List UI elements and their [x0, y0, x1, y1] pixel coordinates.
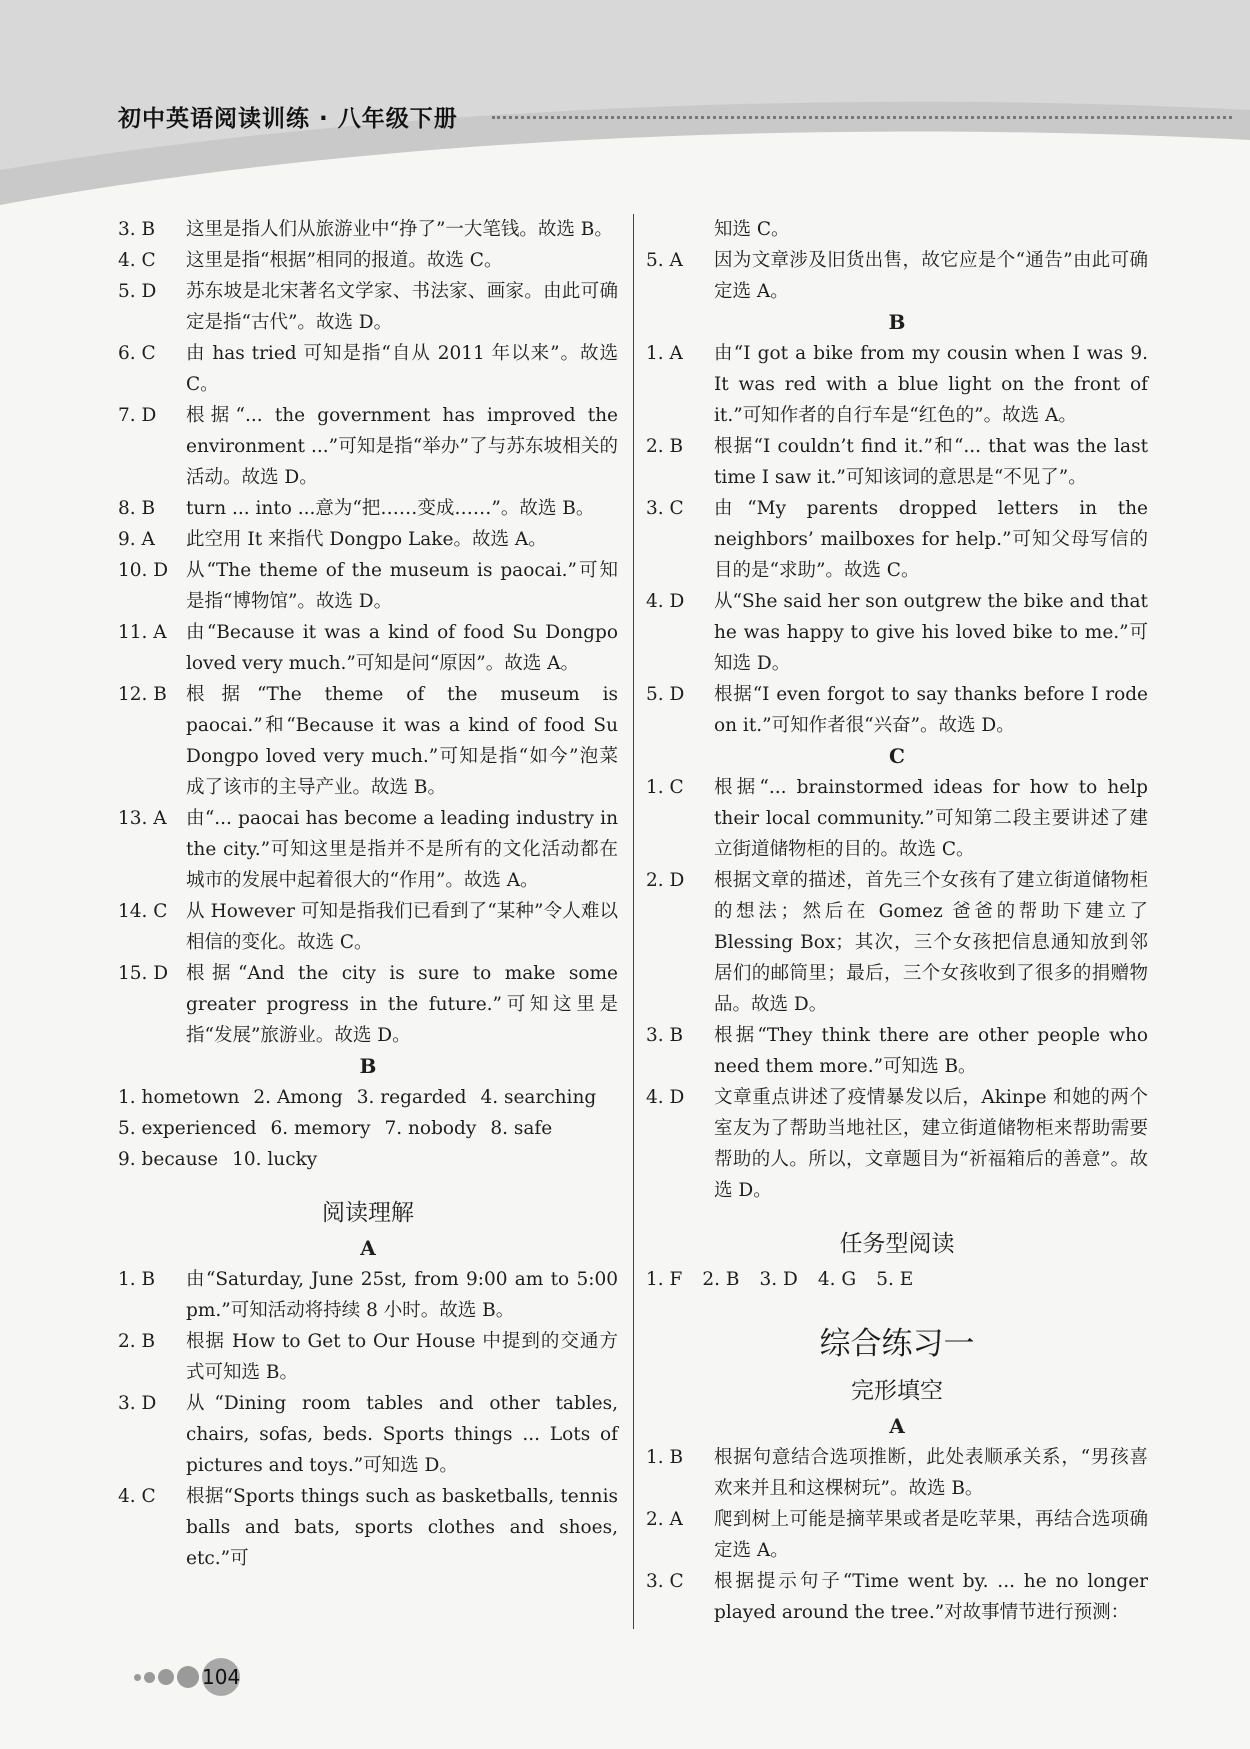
answer-explanation: 爬到树上可能是摘苹果或者是吃苹果，再结合选项确定选 A。 — [714, 1509, 1148, 1561]
answer-item — [118, 214, 618, 245]
answer-item — [118, 1264, 618, 1326]
answer-item — [118, 679, 618, 803]
answer-item — [118, 338, 618, 400]
reading-c-answer-list — [646, 772, 1148, 1206]
answer-explanation: 根据“The theme of the museum is paocai.”和“Because it was a kind of food Su Dongpo loved very much.”可知是指“如今”泡菜成了该市的主导产业。故选 B。 — [186, 684, 618, 798]
footer-dot — [134, 1674, 141, 1681]
answer-item — [646, 431, 1148, 493]
answer-number: 3. D — [118, 1393, 157, 1414]
task-answer: 4. G — [817, 1269, 857, 1290]
continued-text: 知选 C。 — [714, 219, 790, 240]
word-answer: 3. regarded — [356, 1087, 467, 1108]
page-number: 104 — [202, 1658, 240, 1696]
answer-explanation: turn ... into ...意为“把……变成……”。故选 B。 — [186, 498, 595, 519]
answer-number: 1. A — [646, 343, 683, 364]
answer-explanation: 根据“I couldn’t find it.”和“... that was the last time I saw it.”可知该词的意思是“不见了”。 — [714, 436, 1148, 488]
answer-explanation: 根据提示句子“Time went by. ... he no longer played around the tree.”对故事情节进行预测： — [714, 1571, 1148, 1623]
answer-explanation: 根据句意结合选项推断，此处表顺承关系，“男孩喜欢来并且和这棵树玩”。故选 B。 — [714, 1447, 1148, 1499]
answer-item — [646, 338, 1148, 431]
answer-number: 5. D — [118, 281, 157, 302]
left-column — [118, 214, 618, 1574]
answer-explanation: 由“My parents dropped letters in the neighbors’ mailboxes for help.”可知父母写信的目的是“求助”。故选 C。 — [714, 498, 1148, 581]
task-reading-answers — [646, 1264, 1148, 1295]
reading-sub-a: A — [360, 1236, 376, 1260]
word-answer: 10. lucky — [232, 1149, 318, 1170]
answer-explanation: 文章重点讲述了疫情暴发以后，Akinpe 和她的两个室友为了帮助当地社区，建立街道储物柜来帮助需要帮助的人。所以，文章题目为“祈福箱后的善意”。故选 D。 — [714, 1087, 1148, 1201]
answer-item — [118, 1326, 618, 1388]
reading-a-answer-list — [118, 1264, 618, 1574]
right-column — [646, 214, 1148, 1628]
answer-explanation: 由“Because it was a kind of food Su Dongpo loved very much.”可知是问“原因”。故选 A。 — [186, 622, 618, 674]
answer-number: 13. A — [118, 808, 167, 829]
footer-dot — [177, 1666, 199, 1688]
answer-explanation: 由“I got a bike from my cousin when I was 9. It was red with a blue light on the front of it.”可知作者的自行车是“红色的”。故选 A。 — [714, 343, 1148, 426]
answer-item — [118, 400, 618, 493]
answer-item — [646, 1504, 1148, 1566]
answer-number: 3. C — [646, 1571, 684, 1592]
answer-number: 4. D — [646, 591, 685, 612]
answer-item — [646, 865, 1148, 1020]
answer-explanation: 因为文章涉及旧货出售，故它应是个“通告”由此可确定选 A。 — [714, 250, 1148, 302]
answer-number: 4. D — [646, 1087, 685, 1108]
word-answer: 4. searching — [480, 1087, 597, 1108]
word-answer: 8. safe — [490, 1118, 553, 1139]
word-fill-answers — [118, 1082, 618, 1175]
answer-number: 4. C — [118, 1486, 156, 1507]
answer-explanation: 根据“And the city is sure to make some greater progress in the future.”可知这里是指“发展”旅游业。故选 D。 — [186, 963, 618, 1046]
cloze-answer-list — [118, 214, 618, 1051]
answer-item — [118, 1481, 618, 1574]
answer-explanation: 从“She said her son outgrew the bike and that he was happy to give his loved bike to me.”可知选 D。 — [714, 591, 1148, 674]
answer-item — [118, 524, 618, 555]
cloze-heading: 完形填空 — [851, 1378, 943, 1404]
answer-number: 2. A — [646, 1509, 683, 1530]
answer-number: 1. B — [646, 1447, 684, 1468]
answer-item — [646, 772, 1148, 865]
answer-item — [118, 803, 618, 896]
answer-number: 12. B — [118, 684, 167, 705]
answer-number: 6. C — [118, 343, 156, 364]
cloze-sub-a: A — [889, 1414, 905, 1438]
answer-item — [118, 617, 618, 679]
exercise-heading: 综合练习一 — [819, 1326, 975, 1362]
reading-heading: 阅读理解 — [322, 1200, 414, 1226]
answer-explanation: 根据文章的描述，首先三个女孩有了建立街道储物柜的想法；然后在 Gomez 爸爸的帮助下建立了 Blessing Box；其次，三个女孩把信息通知放到邻居们的邮筒里；最后，三个女孩收到了很多的捐赠物品。故选 D。 — [714, 870, 1148, 1015]
answer-number: 15. D — [118, 963, 169, 984]
answer-explanation: 根据“They think there are other people who need them more.”可知选 B。 — [714, 1025, 1148, 1077]
answer-explanation: 根据“Sports things such as basketballs, tennis balls and bats, sports clothes and shoes, etc.”可 — [186, 1486, 618, 1569]
answer-item — [646, 679, 1148, 741]
word-answer: 5. experienced — [118, 1118, 257, 1139]
answer-explanation: 从 However 可知是指我们已看到了“某种”令人难以相信的变化。故选 C。 — [186, 901, 618, 953]
answer-number: 5. D — [646, 684, 685, 705]
answer-number: 4. C — [118, 250, 156, 271]
answer-explanation: 从“The theme of the museum is paocai.”可知是指“博物馆”。故选 D。 — [186, 560, 618, 612]
task-answer: 2. B — [702, 1269, 740, 1290]
word-row — [118, 1144, 618, 1175]
answer-number: 1. C — [646, 777, 684, 798]
word-answer: 7. nobody — [384, 1118, 477, 1139]
answer-number: 8. B — [118, 498, 156, 519]
word-row — [118, 1113, 618, 1144]
section-b-heading: B — [359, 1054, 377, 1078]
answer-item — [646, 1020, 1148, 1082]
column-divider — [633, 214, 634, 1629]
answer-item — [646, 1082, 1148, 1206]
answer-explanation: 这里是指“根据”相同的报道。故选 C。 — [186, 250, 503, 271]
answer-item — [646, 1566, 1148, 1628]
task-answer: 5. E — [876, 1269, 914, 1290]
answer-explanation: 由“Saturday, June 25st, from 9:00 am to 5:00 pm.”可知活动将持续 8 小时。故选 B。 — [186, 1269, 618, 1321]
answer-item — [118, 493, 618, 524]
answer-number: 14. C — [118, 901, 168, 922]
header-dotted-rule — [492, 116, 1232, 119]
answer-explanation: 从“Dining room tables and other tables, chairs, sofas, beds. Sports things ... Lots of pictures and toys.”可知选 D。 — [186, 1393, 618, 1476]
task-answer: 1. F — [646, 1269, 683, 1290]
answer-explanation: 苏东坡是北宋著名文学家、书法家、画家。由此可确定是指“古代”。故选 D。 — [186, 281, 618, 333]
task-reading-heading: 任务型阅读 — [839, 1231, 955, 1257]
answer-item — [646, 586, 1148, 679]
answer-item — [646, 245, 1148, 307]
answer-number: 5. A — [646, 250, 683, 271]
answer-explanation: 由“... paocai has become a leading industry in the city.”可知这里是指并不是所有的文化活动都在城市的发展中起着很大的“作用”。故选 A。 — [186, 808, 618, 891]
answer-number: 2. D — [646, 870, 685, 891]
answer-number: 10. D — [118, 560, 169, 581]
reading-sub-c: C — [889, 744, 905, 768]
word-answer: 1. hometown — [118, 1087, 240, 1108]
answer-number: 2. B — [646, 436, 684, 457]
answer-item — [118, 276, 618, 338]
answer-explanation: 根据“... brainstormed ideas for how to help their local community.”可知第二段主要讲述了建立街道储物柜的目的。故选 C。 — [714, 777, 1148, 860]
answer-explanation: 此空用 It 来指代 Dongpo Lake。故选 A。 — [186, 529, 547, 550]
answer-number: 7. D — [118, 405, 157, 426]
reading-sub-b: B — [888, 310, 906, 334]
answer-explanation: 这里是指人们从旅游业中“挣了”一大笔钱。故选 B。 — [186, 219, 613, 240]
answer-number: 3. C — [646, 498, 684, 519]
answer-number: 11. A — [118, 622, 167, 643]
word-answer: 2. Among — [253, 1087, 343, 1108]
answer-explanation: 根据“I even forgot to say thanks before I rode on it.”可知作者很“兴奋”。故选 D。 — [714, 684, 1148, 736]
reading-b-answer-list — [646, 338, 1148, 741]
answer-number: 2. B — [118, 1331, 156, 1352]
cloze-a-answer-list — [646, 1442, 1148, 1628]
footer-dot — [158, 1669, 174, 1685]
answer-explanation: 根据“... the government has improved the environment ...”可知是指“举办”了与苏东坡相关的活动。故选 D。 — [186, 405, 618, 488]
answer-item — [118, 1388, 618, 1481]
answer-item — [646, 493, 1148, 586]
answer-number: 9. A — [118, 529, 155, 550]
footer-dot — [144, 1672, 155, 1683]
answer-item — [118, 245, 618, 276]
word-answer: 6. memory — [270, 1118, 371, 1139]
task-answer: 3. D — [759, 1269, 798, 1290]
word-row — [118, 1082, 618, 1113]
answer-explanation: 根据 How to Get to Our House 中提到的交通方式可知选 B。 — [186, 1331, 618, 1383]
answer-item — [118, 958, 618, 1051]
page-footer — [134, 1658, 240, 1696]
answer-item — [118, 555, 618, 617]
answer-number: 3. B — [118, 219, 156, 240]
answer-item — [646, 1442, 1148, 1504]
answer-number: 3. B — [646, 1025, 684, 1046]
answer-number: 1. B — [118, 1269, 156, 1290]
answer-explanation: 由 has tried 可知是指“自从 2011 年以来”。故选 C。 — [186, 343, 618, 395]
answer-item — [118, 896, 618, 958]
page-header-title: 初中英语阅读训练 · 八年级下册 — [118, 106, 458, 132]
word-answer: 9. because — [118, 1149, 219, 1170]
